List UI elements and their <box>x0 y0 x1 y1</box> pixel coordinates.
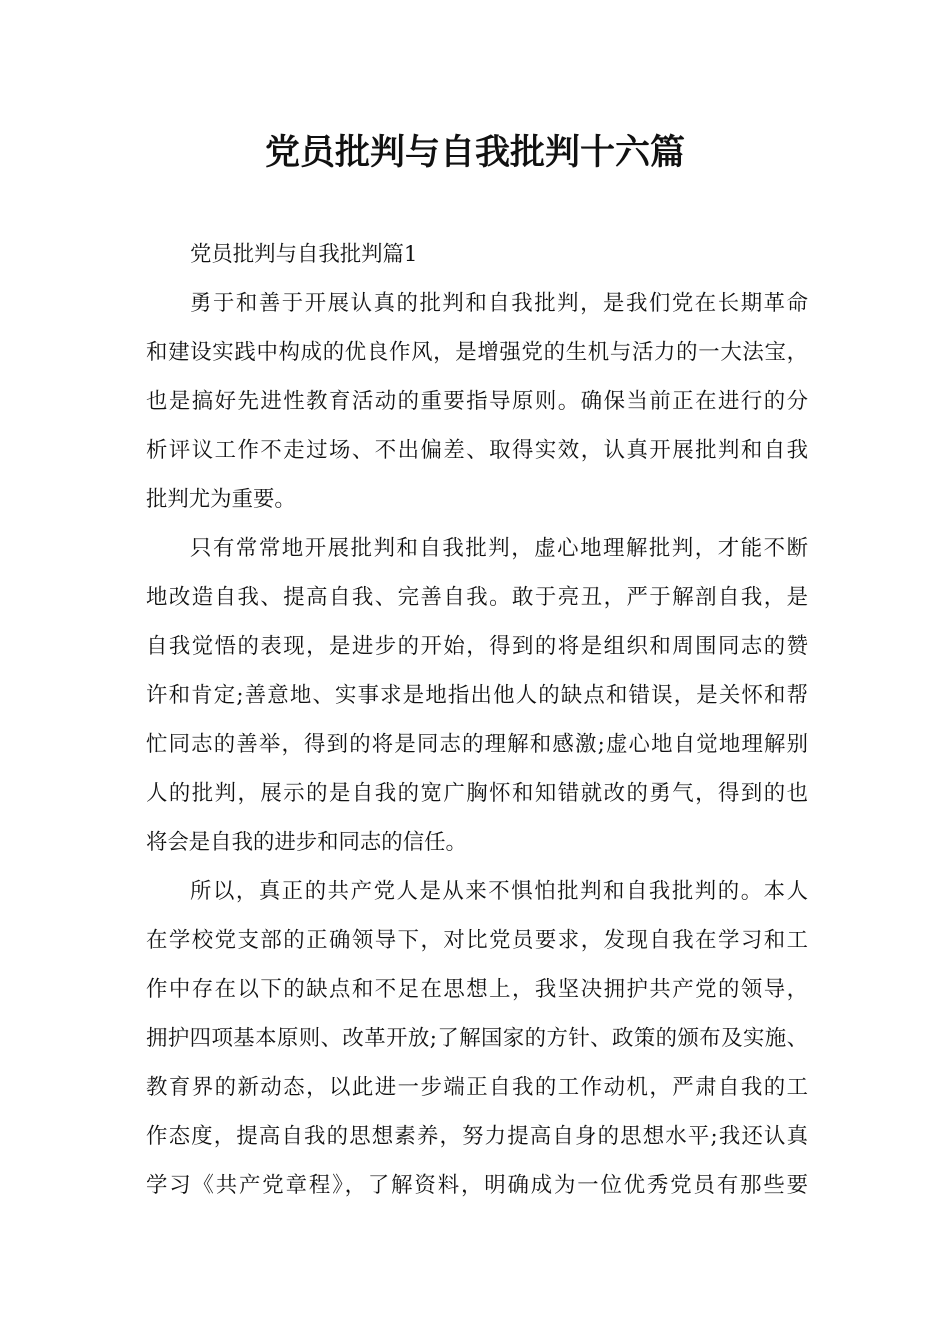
paragraph-line: 勇于和善于开展认真的批判和自我批判，是我们党在长期革命 <box>190 291 808 316</box>
document-title: 党员批判与自我批判十六篇 <box>264 133 685 173</box>
paragraph-line: 拥护四项基本原则、改革开放;了解国家的方针、政策的颁布及实施、 <box>146 1026 808 1051</box>
paragraph-line: 作中存在以下的缺点和不足在思想上，我坚决拥护共产党的领导， <box>146 977 808 1002</box>
paragraph-line: 地改造自我、提高自我、完善自我。敢于亮丑，严于解剖自我，是 <box>146 585 808 610</box>
paragraph-line: 自我觉悟的表现，是进步的开始，得到的将是组织和周围同志的赞 <box>146 634 808 659</box>
section-heading: 党员批判与自我批判篇1 <box>190 242 418 267</box>
paragraph-line: 人的批判，展示的是自我的宽广胸怀和知错就改的勇气，得到的也 <box>146 781 808 806</box>
paragraph-line: 学习《共产党章程》，了解资料，明确成为一位优秀党员有那些要 <box>146 1173 808 1198</box>
paragraph-line: 也是搞好先进性教育活动的重要指导原则。确保当前正在进行的分 <box>146 389 808 414</box>
document-body <box>146 230 808 1210</box>
paragraph-line: 批判尤为重要。 <box>146 487 296 512</box>
paragraph-line: 析评议工作不走过场、不出偏差、取得实效，认真开展批判和自我 <box>146 438 808 463</box>
paragraph-line: 所以，真正的共产党人是从来不惧怕批判和自我批判的。本人 <box>190 879 808 904</box>
paragraph-2 <box>146 524 808 867</box>
paragraph-line: 将会是自我的进步和同志的信任。 <box>146 830 467 855</box>
paragraph-line: 只有常常地开展批判和自我批判，虚心地理解批判，才能不断 <box>190 536 808 561</box>
paragraph-line: 教育界的新动态，以此进一步端正自我的工作动机，严肃自我的工 <box>146 1075 808 1100</box>
paragraph-3 <box>146 867 808 1210</box>
paragraph-line: 和建设实践中构成的优良作风，是增强党的生机与活力的一大法宝， <box>146 340 808 365</box>
paragraph-1 <box>146 279 808 524</box>
paragraph-line: 作态度，提高自我的思想素养，努力提高自身的思想水平;我还认真 <box>146 1124 808 1149</box>
paragraph-line: 许和肯定;善意地、实事求是地指出他人的缺点和错误，是关怀和帮 <box>146 683 808 708</box>
paragraph-line: 在学校党支部的正确领导下，对比党员要求，发现自我在学习和工 <box>146 928 808 953</box>
paragraph-line: 忙同志的善举，得到的将是同志的理解和感激;虚心地自觉地理解别 <box>146 732 808 757</box>
